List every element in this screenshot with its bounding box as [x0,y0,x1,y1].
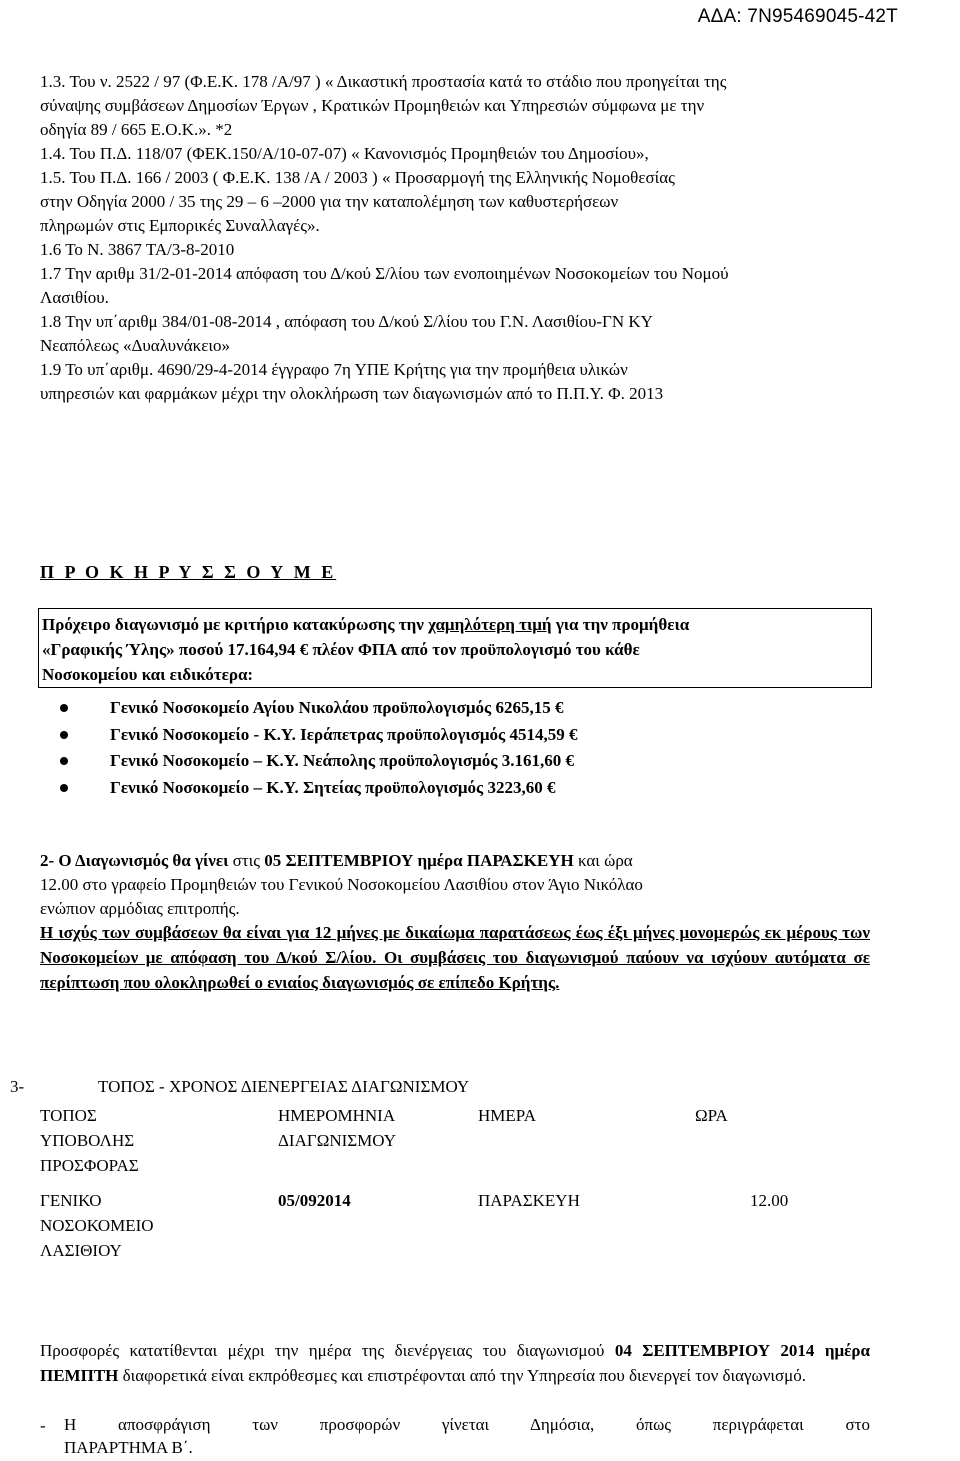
bullet-icon [60,757,68,765]
ref-line: οδηγία 89 / 665 Ε.Ο.Κ.». *2 [40,120,233,139]
section2-line-1 [40,850,633,872]
submission-text: Προσφορές κατατίθενται μέχρι την ημέρα της διενέργειας του διαγωνισμού [40,1341,615,1360]
section2-text: και ώρα [573,851,633,870]
ref-line: στην Οδηγία 2000 / 35 της 29 – 6 –2000 για την καταπολέμηση των καθυστερήσεων [40,192,619,211]
tender-text: Πρόχειρο διαγωνισμό με κριτήριο κατακύρωσης την [42,615,429,634]
opening-dash: - [40,1416,46,1435]
section2-text: στις [228,851,265,870]
cell-day: ΠΑΡΑΣΚΕΥΗ [478,1191,580,1210]
tender-line-2: «Γραφικής Ύλης» ποσού 17.164,94 € πλέον ΦΠΑ από τον προϋπολογισμό του κάθε [42,640,640,659]
header-time: ΩΡΑ [695,1106,728,1125]
ref-line: σύναψης συμβάσεων Δημοσίων Έργων , Κρατικών Προμηθειών και Υπηρεσιών σύμφωνα με την [40,96,705,115]
ref-line: 1.3. Του ν. 2522 / 97 (Φ.Ε.Κ. 178 /Α/97 ) « Δικαστική προστασία κατά το στάδιο που προηγείται της [40,72,727,91]
submission-paragraph [40,1338,870,1388]
ref-line: Νεαπόλεως «Δυαλυνάκειο» [40,336,230,355]
hospital-budget: Γενικό Νοσοκομείο – Κ.Υ. Σητείας προϋπολογισμός 3223,60 € [110,777,556,797]
section3-title: ΤΟΠΟΣ - ΧΡΟΝΟΣ ΔΙΕΝΕΡΓΕΙΑΣ ΔΙΑΓΩΝΙΣΜΟΥ [98,1077,470,1096]
hospital-budget: Γενικό Νοσοκομείο Αγίου Νικολάου προϋπολογισμός 6265,15 € [110,698,564,717]
ref-line: 1.6 Το Ν. 3867 ΤΑ/3-8-2010 [40,240,235,259]
header-day: ΗΜΕΡΑ [478,1106,536,1125]
hospital-budget: Γενικό Νοσοκομείο – Κ.Υ. Νεάπολης προϋπολογισμός 3.161,60 € [110,751,574,770]
lowest-price-text: χαμηλότερη τιμή [428,615,552,634]
tender-line-3: Νοσοκομείου και ειδικότερα: [42,665,254,684]
header-text: ΥΠΟΒΟΛΗΣ [40,1131,135,1150]
header-date [278,1103,396,1153]
cell-place [40,1188,154,1263]
cell-date: 05/092014 [278,1191,351,1210]
list-item [60,748,577,775]
ref-line: 1.4. Του Π.Δ. 118/07 (ΦΕΚ.150/Α/10-07-07) « Κανονισμός Προμηθειών του Δημοσίου», [40,144,649,163]
list-item [60,695,577,722]
list-item [60,775,577,802]
ref-line: 1.5. Του Π.Δ. 166 / 2003 ( Φ.Ε.Κ. 138 /Α / 2003 ) « Προσαρμογή της Ελληνικής Νομοθεσίας [40,168,675,187]
section3-heading [10,1077,470,1097]
section2-title: 2- Ο Διαγωνισμός θα γίνει [40,851,229,870]
section2-line-2: 12.00 στο γραφείο Προμηθειών του Γενικού Νοσοκομείου Λασιθίου στον Άγιο Νικόλαο [40,875,643,894]
opening-paragraph: Η αποσφράγιση των προσφορών γίνεται Δημόσια, όπως περιγράφεται στο [64,1415,870,1434]
header-text: ΤΟΠΟΣ [40,1106,97,1125]
cell-text: ΓΕΝΙΚΟ [40,1191,102,1210]
hospital-list [60,695,577,801]
bullet-icon [60,784,68,792]
bullet-icon [60,704,68,712]
ada-code: ΑΔΑ: 7Ν95469045-42Τ [697,6,898,27]
hospital-budget: Γενικό Νοσοκομείο - Κ.Υ. Ιεράπετρας προϋπολογισμός 4514,59 € [110,724,578,744]
header-text: ΠΡΟΣΦΟΡΑΣ [40,1156,139,1175]
cell-text: ΝΟΣΟΚΟΜΕΙΟ [40,1216,154,1235]
contract-duration-paragraph: Η ισχύς των συμβάσεων θα είναι για 12 μήνες με δικαίωμα παρατάσεως έως έξι μήνες μονομερώς εκ μέρους των Νοσοκομείων με απόφαση του Δ/κού Σ/λίου. Οι συμβάσεις του διαγωνισμού παύουν να ισχύουν αυτόματα σε περίπτωση που ολοκληρωθεί ο ενιαίος διαγωνισμός σε επίπεδο Κρήτης. [40,923,870,992]
ref-line: 1.9 Το υπ΄αριθμ. 4690/29-4-2014 έγγραφο 7η ΥΠΕ Κρήτης για την προμήθεια υλικών [40,360,628,379]
section3-number: 3- [10,1077,25,1096]
tender-line-1 [42,614,689,636]
submission-text: διαφορετικά είναι εκπρόθεσμες και επιστρέφονται από την Υπηρεσία που διενεργεί τον διαγωνισμό. [118,1366,807,1385]
cell-time: 12.00 [750,1191,789,1210]
submission-date: 04 ΣΕΠΤΕΜΒΡΙΟΥ 2014 ημέρα ΠΕΜΠΤΗ [40,1341,870,1385]
list-item [60,722,577,749]
cell-text: ΛΑΣΙΘΙΟΥ [40,1241,122,1260]
header-text: ΔΙΑΓΩΝΙΣΜΟΥ [278,1131,396,1150]
ref-line: πληρωμών στις Εμπορικές Συναλλαγές». [40,216,320,235]
ref-line: 1.7 Την αριθμ 31/2-01-2014 απόφαση του Δ/κού Σ/λίου των ενοποιημένων Νοσοκομείων του Νομού [40,264,729,283]
annex-reference: ΠΑΡΑΡΤΗΜΑ Β΄. [64,1438,193,1457]
ref-line: Λασιθίου. [40,288,109,307]
bullet-icon [60,731,68,739]
header-text: ΗΜΕΡΟΜΗΝΙΑ [278,1106,396,1125]
section2-line-3: ενώπιον αρμόδιας επιτροπής. [40,899,240,918]
section2-date: 05 ΣΕΠΤΕΜΒΡΙΟΥ ημέρα ΠΑΡΑΣΚΕΥΗ [264,851,574,870]
tender-text: για την προμήθεια [551,615,690,634]
ref-line: υπηρεσιών και φαρμάκων μέχρι την ολοκλήρωση των διαγωνισμών από το Π.Π.Υ. Φ. 2013 [40,384,664,403]
proclamation-heading: Π Ρ Ο Κ Η Ρ Υ Σ Σ Ο Υ Μ Ε [40,562,337,582]
header-place [40,1103,139,1178]
ref-line: 1.8 Την υπ΄αριθμ 384/01-08-2014 , απόφαση του Δ/κού Σ/λίου του Γ.Ν. Λασιθίου-ΓΝ ΚΥ [40,312,653,331]
